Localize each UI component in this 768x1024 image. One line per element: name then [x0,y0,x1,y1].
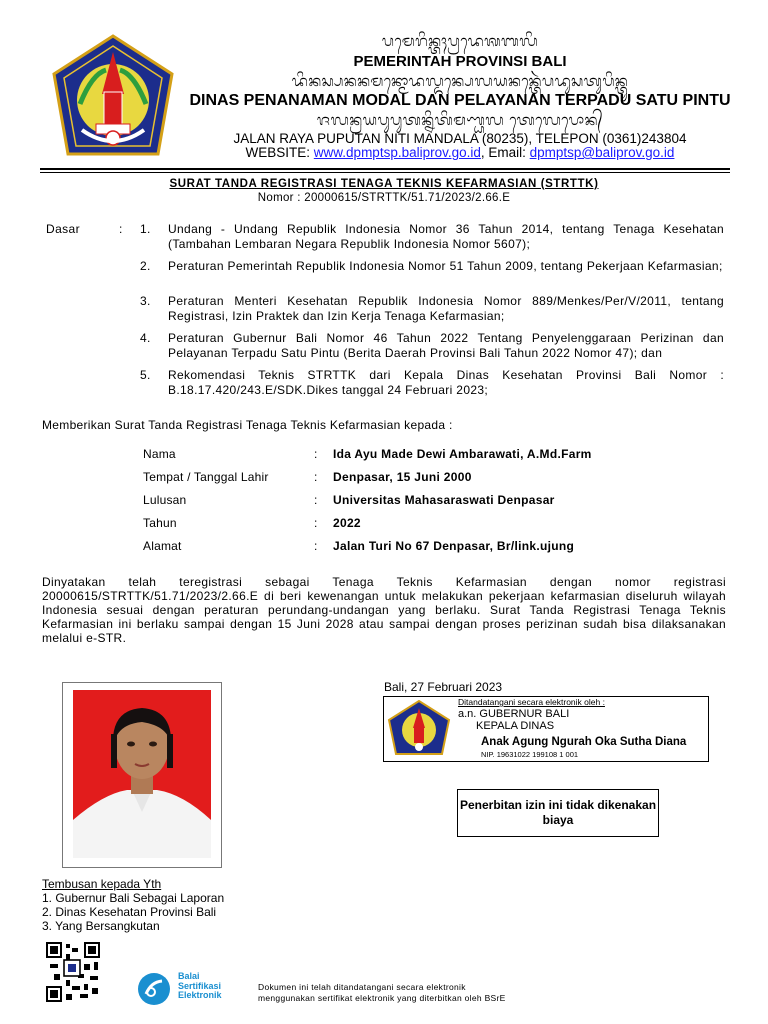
field-value-tahun: 2022 [333,516,361,530]
fee-notice-text: Penerbitan izin ini tidak dikenakan biaya [459,798,657,827]
field-label-alamat: Alamat [143,539,182,553]
website-label: WEBSITE: [245,145,314,160]
e-signature-label: Ditandatangani secara elektronik oleh : [458,697,605,707]
fee-notice-box [457,789,659,837]
dasar-item: 3. Peraturan Menteri Kesehatan Republik Indonesia Nomor 889/Menkes/Per/V/2011, tentang Registrasi, Izin Praktek dan Izin Kerja Tenaga Kefarmasian; [140,294,724,323]
dasar-item: 2. Peraturan Pemerintah Republik Indonesia Nomor 51 Tahun 2009, tentang Pekerjaan Kefarmasian; [140,259,723,273]
field-label-lulusan: Lulusan [143,493,187,507]
registration-statement: Dinyatakan telah teregistrasi sebagai Tenaga Teknis Kefarmasian dengan nomor registrasi 20000615/STRTTK/51.71/2023/2.66.E di beri kewenangan untuk melakukan pekerjaan kefarmasian diseluruh wilayah Indonesia sesuai dengan peraturan perundang-undangan yang berlaku. Surat Tanda Registrasi Tenaga Teknis Kefarmasian ini berlaku sampai dengan 15 Juni 2028 atau sampai dengan proses perizinan sudah bisa dilaksanakan melalui e-STR. [42,575,726,645]
bsre-label: Balai Sertifikasi Elektronik [178,971,222,1000]
dasar-label: Dasar [46,222,81,236]
field-colon: : [314,447,318,461]
footer-note: Dokumen ini telah ditandatangani secara elektronik menggunakan sertifikat elektronik yang diterbitkan oleh BSrE [258,982,506,1003]
field-colon: : [314,470,318,484]
letterhead-divider-thin [40,172,730,173]
letterhead-government: PEMERINTAH PROVINSI BALI [353,53,567,70]
bsre-logo-icon [137,972,171,1006]
website-link[interactable]: www.dpmptsp.baliprov.go.id [313,145,481,160]
field-colon: : [314,516,318,530]
balinese-line-3: ᬚᬮᬦ᭄ᬭᬬᬧᬸᬧᬸᬢᬦ᭄ᬦᬶᬢᬶᬫᬡ᭄ᬟᬮ ᬢᬾᬮᬾᬧᭀᬦ᭄ [316,111,604,129]
letterhead-contact [180,145,740,160]
signatory-name: Anak Agung Ngurah Oka Sutha Diana [481,736,687,748]
document-number: Nomor : 20000615/STRTTK/51.71/2023/2.66.E [257,192,511,204]
field-value-alamat: Jalan Turi No 67 Denpasar, Br/link.ujung [333,539,575,553]
field-value-ttl: Denpasar, 15 Juni 2000 [333,470,472,484]
tembusan-item: 1. Gubernur Bali Sebagai Laporan [42,891,225,905]
letterhead-agency: DINAS PENANAMAN MODAL DAN PELAYANAN TERPADU SATU PINTU [189,92,731,109]
field-colon: : [314,539,318,553]
tembusan-title: Tembusan kepada Yth [42,877,162,891]
field-label-nama: Nama [143,447,176,461]
bali-province-emblem-small-logo [387,700,451,756]
signature-date: Bali, 27 Februari 2023 [384,680,503,694]
balinese-line-1: ᬧᬫᬾᬭᬶᬦ᭄ᬢᬄᬧ᭄ᬭᬤᬾᬰᬩᬮᬶ [381,32,539,50]
dasar-item: 5. Rekomendasi Teknis STRTTK dari Kepala Dinas Kesehatan Provinsi Bali Nomor : B.18.17.420/243.E/SDK.Dikes tanggal 24 Februari 2023; [140,368,724,397]
signatory-nip: NIP. 19631022 199108 1 001 [481,750,579,759]
document-title: SURAT TANDA REGISTRASI TENAGA TEKNIS KEFARMASIAN (STRTTK) [169,178,599,190]
tembusan-item: 2. Dinas Kesehatan Provinsi Bali [42,905,217,919]
bali-province-emblem-logo [52,34,174,158]
field-label-ttl: Tempat / Tanggal Lahir [143,470,269,484]
letterhead-divider-thick [40,168,730,170]
dasar-item: 1. Undang - Undang Republik Indonesia Nomor 36 Tahun 2014, tentang Tenaga Kesehatan (Tambahan Lembaran Negara Republik Indonesia Nomor 5607); [140,222,724,251]
balinese-line-2: ᬤᬶᬦᬲ᭄ᬧᬦᬦᬫᬦ᭄ᬫᭀᬤᬮ᭄ᬤᬦ᭄ᬧᬾᬮᬬᬦᬦ᭄ᬢᬾᬃᬧᬤᬸᬲᬢᬸᬧᬶᬦ᭄ᬢᬸ [291,72,629,90]
field-label-tahun: Tahun [143,516,177,530]
qr-code-icon[interactable] [46,942,100,1002]
recipient-intro: Memberikan Surat Tanda Registrasi Tenaga Teknis Kefarmasian kepada : [42,418,453,432]
dasar-colon: : [119,222,123,236]
email-link[interactable]: dpmptsp@baliprov.go.id [529,145,675,160]
dasar-item: 4. Peraturan Gubernur Bali Nomor 46 Tahun 2022 Tentang Penyelenggaraan Perizinan dan Pelayanan Terpadu Satu Pintu (Berita Daerah Provinsi Bali Tahun 2022 Nomor 47); dan [140,331,724,360]
field-value-lulusan: Universitas Mahasaraswati Denpasar [333,493,555,507]
tembusan-item: 3. Yang Bersangkutan [42,919,160,933]
holder-photo [73,690,211,858]
signature-on-behalf: a.n. GUBERNUR BALI [458,708,570,720]
email-label: , Email: [480,145,530,160]
letterhead-address: JALAN RAYA PUPUTAN NITI MANDALA (80235), TELEPON (0361)243804 [233,131,687,146]
field-value-nama: Ida Ayu Made Dewi Ambarawati, A.Md.Farm [333,447,592,461]
field-colon: : [314,493,318,507]
signature-position: KEPALA DINAS [476,720,555,732]
